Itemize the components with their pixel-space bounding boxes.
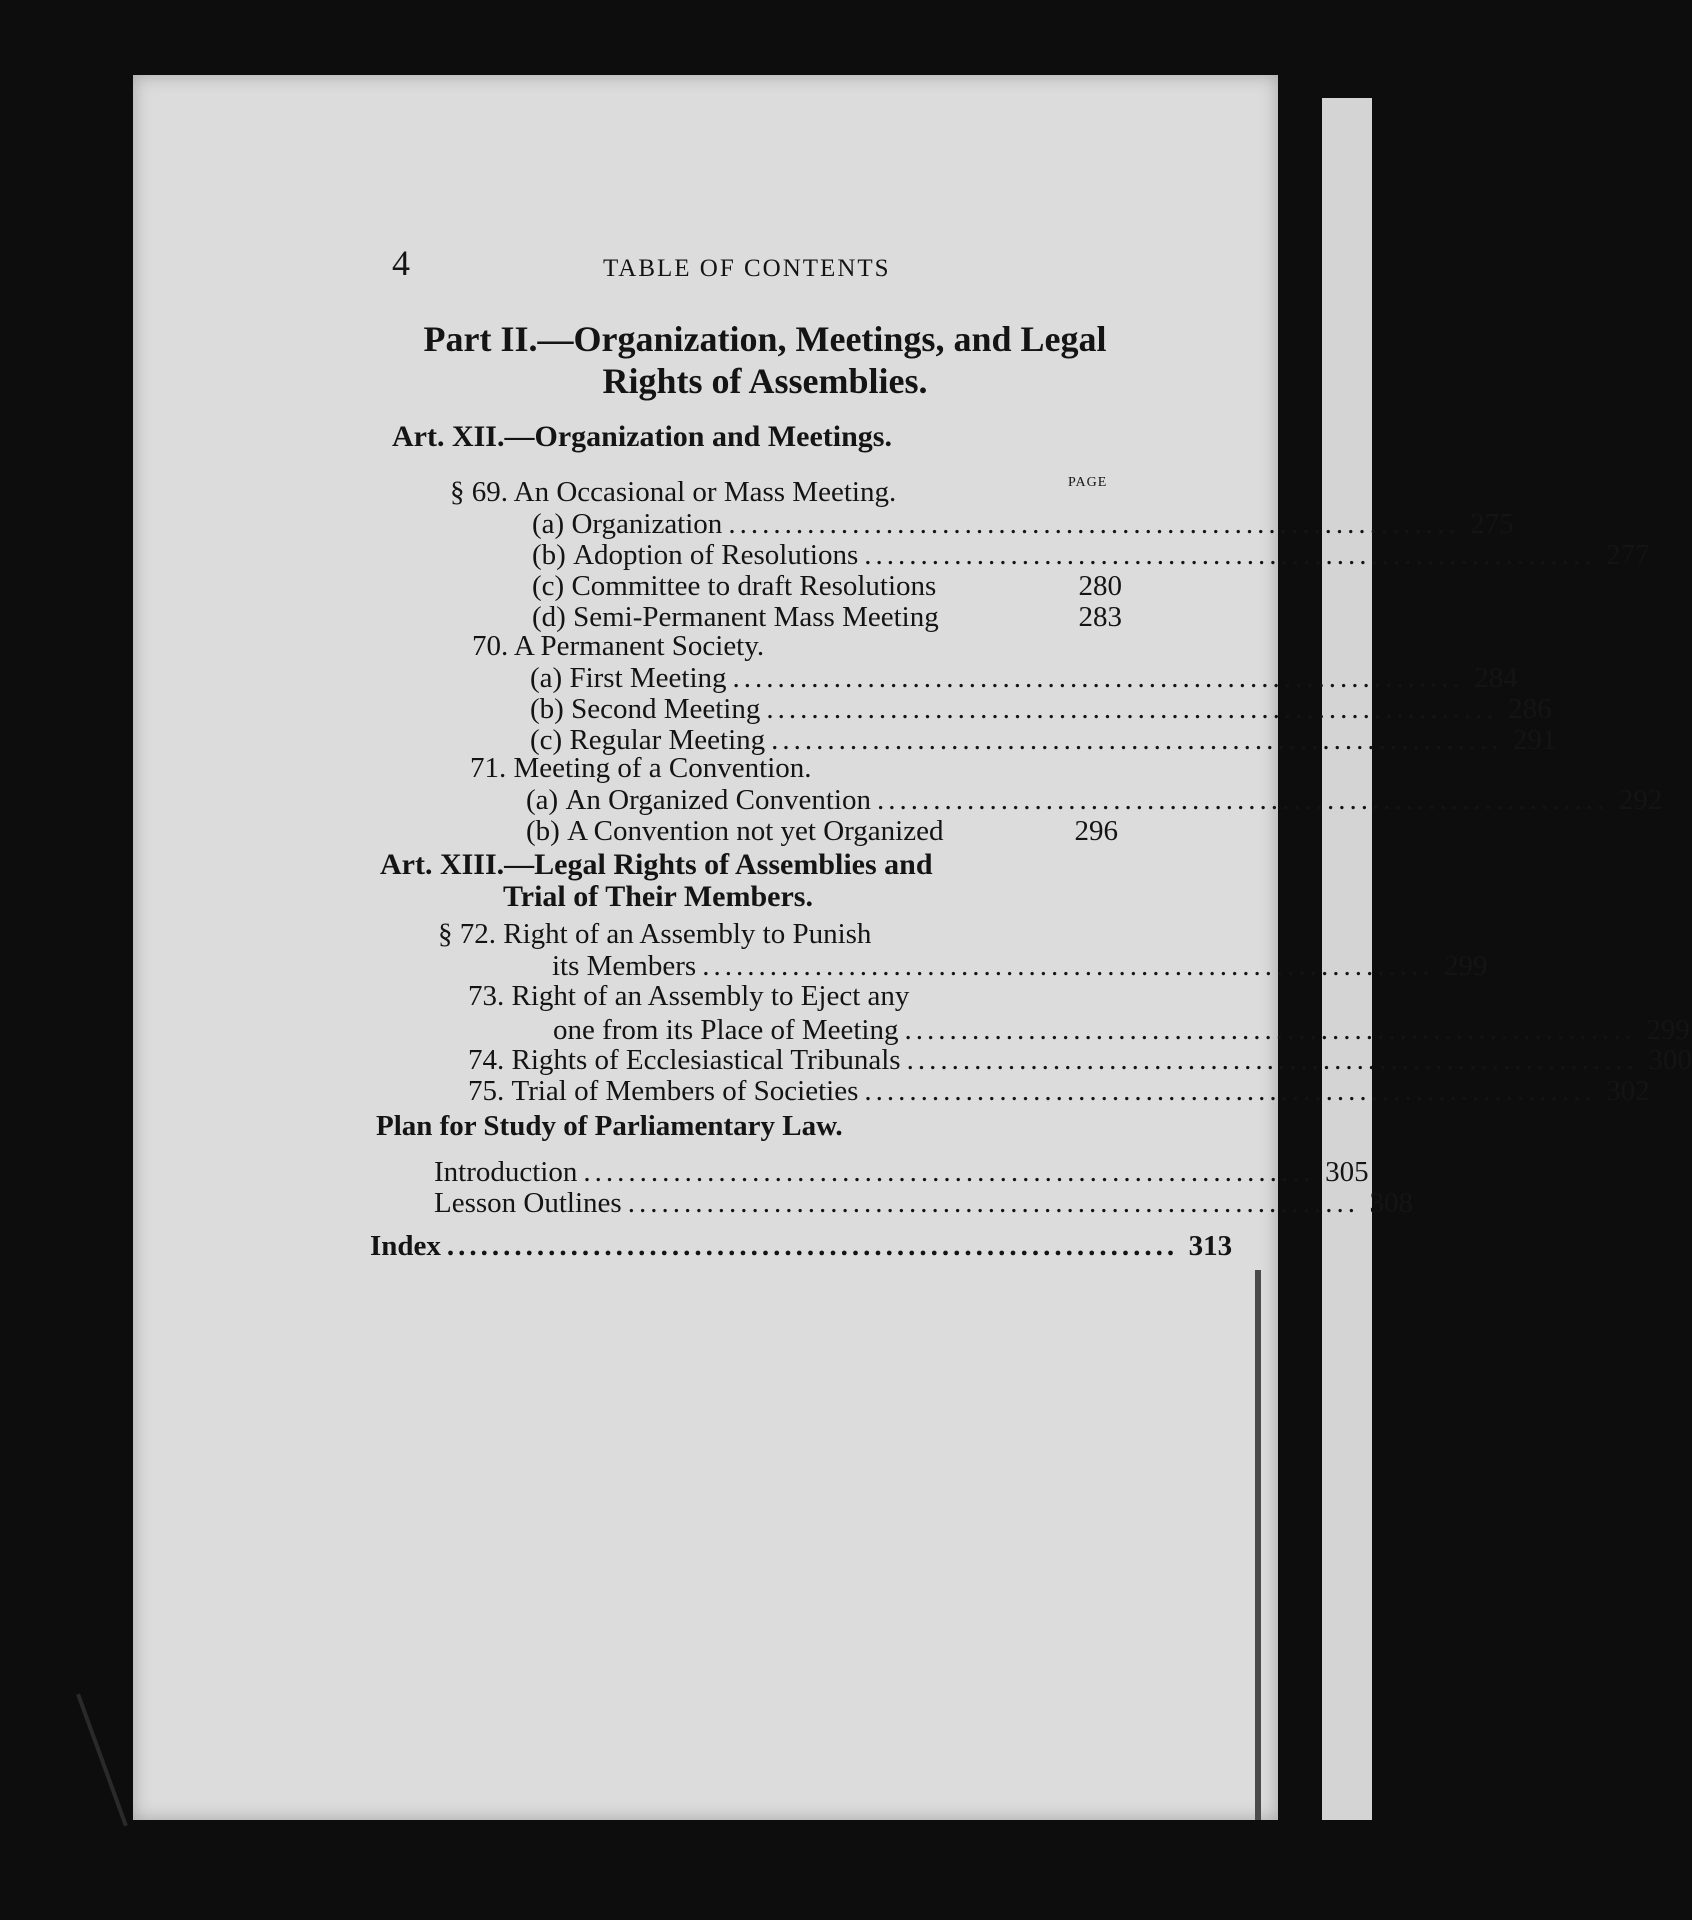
toc-entry-69d <box>532 601 1122 631</box>
entry-label: Second Meeting <box>571 693 761 725</box>
leader-dots: ................................................................. <box>583 1156 1315 1188</box>
entry-label: Trial of Members of Societies <box>511 1075 859 1107</box>
toc-entry-70a <box>530 662 1518 694</box>
entry-page: 308 <box>1369 1187 1413 1219</box>
entry-letter: (a) <box>526 784 559 816</box>
entry-page: 284 <box>1474 662 1518 694</box>
toc-entry-73: 73. Right of an Assembly to Eject any <box>468 980 910 1012</box>
toc-entry-71b <box>526 815 1118 845</box>
toc-entry-introduction <box>434 1156 1369 1188</box>
leader-dots: ................................................................. <box>732 662 1464 694</box>
toc-entry-69: § 69. An Occasional or Mass Meeting. <box>450 476 897 508</box>
leader-dots: ................................................................. <box>702 950 1434 982</box>
entry-page: 313 <box>1188 1230 1233 1262</box>
part-title: Part II.—Organization, Meetings, and Legal Rights of Assemblies. <box>423 319 1107 401</box>
toc-entry-index <box>370 1230 1233 1262</box>
entry-page: 302 <box>1606 1075 1650 1107</box>
toc-entry-72-cont <box>552 950 1488 982</box>
entry-label: Adoption of Resolutions <box>573 539 859 571</box>
entry-page: 299 <box>1646 1014 1690 1046</box>
toc-entry-70c <box>530 724 1557 756</box>
entry-number: 75. <box>468 1075 505 1107</box>
toc-entry-72: § 72. Right of an Assembly to Punish <box>438 918 872 950</box>
leader-dots: ................................................................. <box>864 539 1596 571</box>
page-column-label: PAGE <box>1068 475 1108 490</box>
leader-dots: ................................................................. <box>766 693 1498 725</box>
entry-page: 275 <box>1470 508 1514 540</box>
entry-label: Organization <box>571 508 723 540</box>
page-number: 4 <box>392 243 410 283</box>
entry-label: A Convention not yet Organized <box>567 815 944 847</box>
toc-entry-69a <box>532 508 1514 540</box>
entry-label: Index <box>370 1230 441 1262</box>
entry-page: 300 <box>1648 1044 1692 1076</box>
entry-label: An Organized Convention <box>565 784 871 816</box>
entry-label: one from its Place of Meeting <box>553 1014 899 1046</box>
leader-dots: ................................................................. <box>446 1230 1179 1262</box>
entry-label: Regular Meeting <box>569 724 766 756</box>
toc-entry-75 <box>468 1075 1650 1107</box>
entry-page: 292 <box>1618 784 1663 816</box>
art-xiii-heading-line2: Trial of Their Members. <box>503 880 813 913</box>
entry-letter: (a) <box>532 508 565 540</box>
entry-page: 280 <box>1078 570 1122 602</box>
leader-dots: ................................................................. <box>771 724 1503 756</box>
entry-page: 296 <box>1074 815 1118 847</box>
toc-entry-69c <box>532 570 1122 600</box>
entry-label: Introduction <box>434 1156 578 1188</box>
entry-page: 286 <box>1508 693 1552 725</box>
leader-dots: ................................................................. <box>627 1187 1359 1219</box>
toc-entry-70b <box>530 693 1552 725</box>
art-xii-heading: Art. XII.—Organization and Meetings. <box>392 420 892 453</box>
leader-dots: ................................................................. <box>904 1014 1636 1046</box>
entry-label: First Meeting <box>569 662 727 694</box>
entry-label: Semi-Permanent Mass Meeting <box>573 601 939 633</box>
entry-page: 305 <box>1325 1156 1369 1188</box>
toc-entry-70: 70. A Permanent Society. <box>472 630 765 662</box>
toc-entry-71a <box>526 784 1663 816</box>
plan-heading: Plan for Study of Parliamentary Law. <box>376 1110 843 1142</box>
running-head: TABLE OF CONTENTS <box>603 255 891 282</box>
leader-dots: ................................................................. <box>906 1044 1638 1076</box>
entry-letter: (b) <box>530 693 564 725</box>
entry-label: Committee to draft Resolutions <box>571 570 937 602</box>
toc-entry-69b <box>532 539 1650 571</box>
entry-number: 74. <box>468 1044 505 1076</box>
entry-page: 291 <box>1512 724 1557 756</box>
entry-label: its Members <box>552 950 697 982</box>
entry-label: Rights of Ecclesiastical Tribunals <box>511 1044 901 1076</box>
entry-label: Lesson Outlines <box>434 1187 622 1219</box>
entry-letter: (d) <box>532 601 566 633</box>
entry-letter: (b) <box>526 815 560 847</box>
entry-page: 283 <box>1078 601 1122 633</box>
entry-letter: (c) <box>530 724 563 756</box>
entry-letter: (c) <box>532 570 565 602</box>
entry-letter: (a) <box>530 662 563 694</box>
art-xiii-heading: Art. XIII.—Legal Rights of Assemblies and <box>380 848 933 881</box>
toc-entry-74 <box>468 1044 1692 1076</box>
leader-dots: ................................................................. <box>876 784 1609 816</box>
entry-letter: (b) <box>532 539 566 571</box>
toc-entry-71: 71. Meeting of a Convention. <box>470 752 812 784</box>
toc-entry-73-cont <box>553 1014 1690 1046</box>
toc-entry-lesson-outlines <box>434 1187 1413 1219</box>
leader-dots: ................................................................. <box>728 508 1460 540</box>
entry-page: 277 <box>1606 539 1650 571</box>
leader-dots: ................................................................. <box>864 1075 1596 1107</box>
entry-page: 299 <box>1443 950 1488 982</box>
